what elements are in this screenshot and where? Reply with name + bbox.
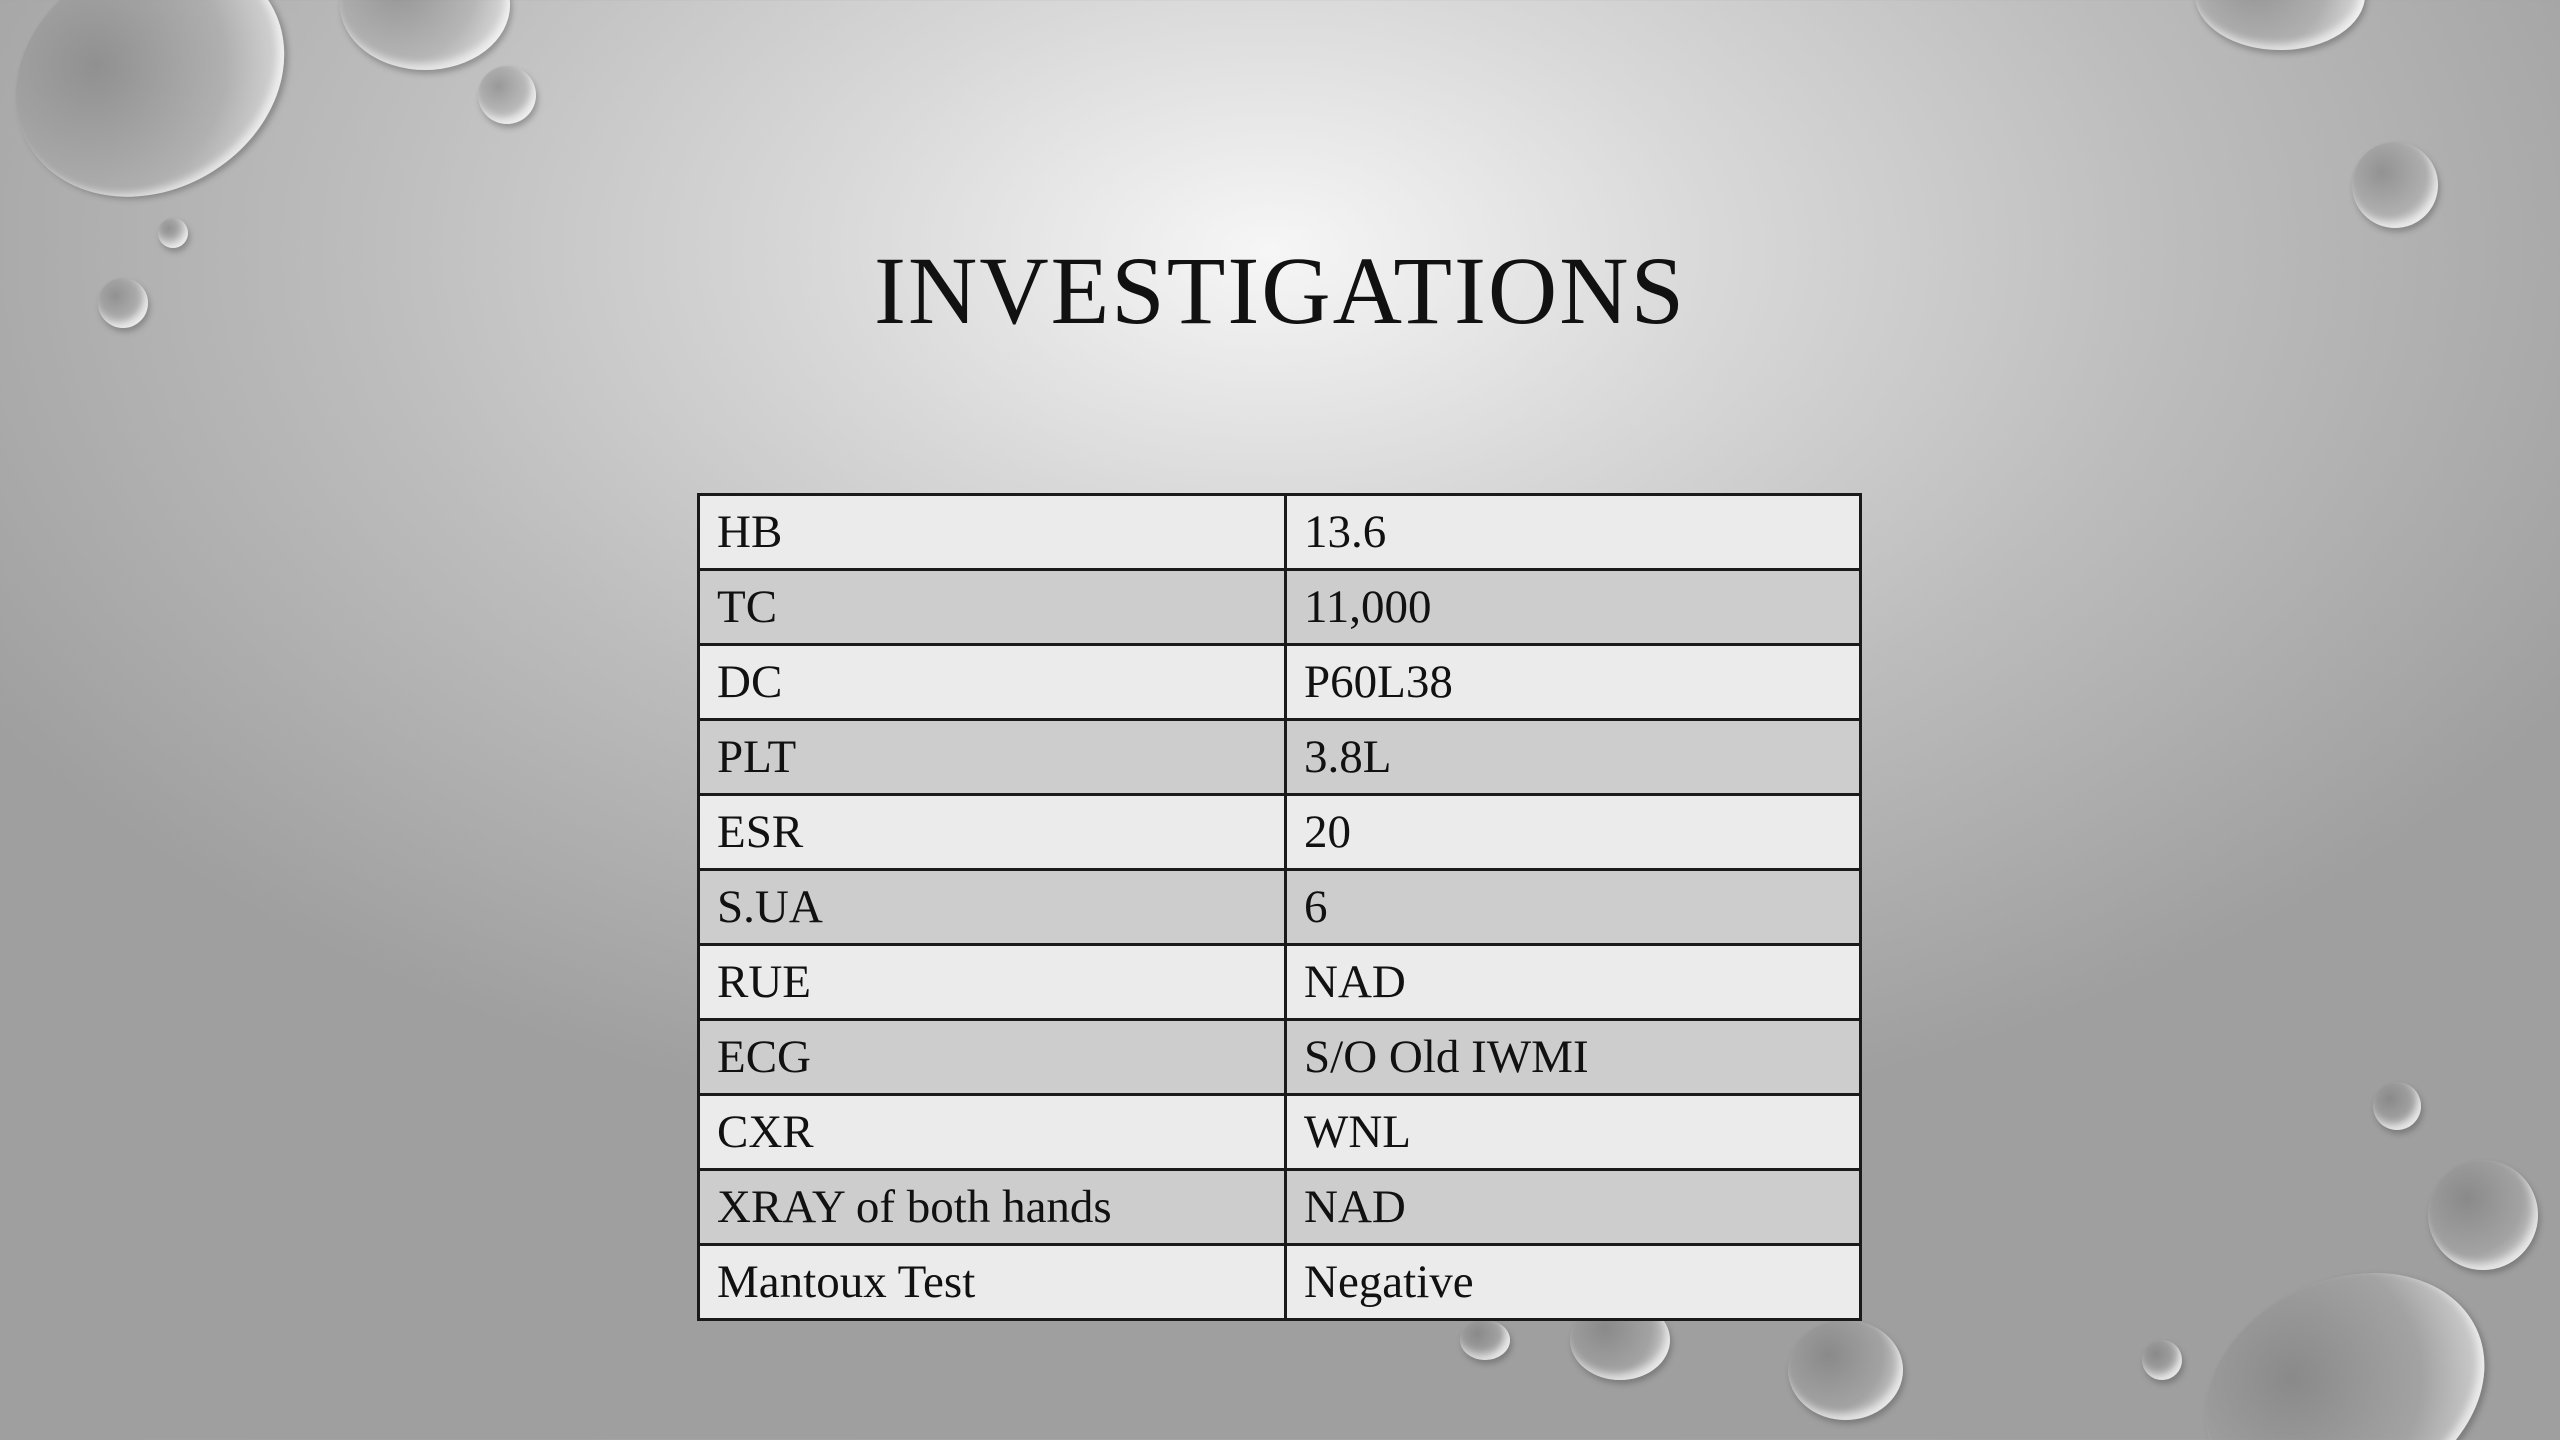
test-result-cell: P60L38	[1286, 645, 1861, 720]
table-row	[699, 870, 1861, 945]
table-row	[699, 795, 1861, 870]
water-droplet-decoration	[2352, 142, 2438, 228]
test-name-cell: S.UA	[699, 870, 1286, 945]
test-name-cell: ECG	[699, 1020, 1286, 1095]
table-row	[699, 1245, 1861, 1320]
water-droplet-decoration	[2142, 1340, 2182, 1380]
test-name-cell: CXR	[699, 1095, 1286, 1170]
table-row	[699, 645, 1861, 720]
water-droplet-decoration	[2195, 0, 2365, 50]
test-name-cell: XRAY of both hands	[699, 1170, 1286, 1245]
water-droplet-decoration	[340, 0, 510, 70]
test-result-cell: NAD	[1286, 1170, 1861, 1245]
investigations-table	[697, 493, 1862, 1321]
test-name-cell: HB	[699, 495, 1286, 570]
water-droplet-decoration	[2428, 1160, 2538, 1270]
test-result-cell: 13.6	[1286, 495, 1861, 570]
test-result-cell: Negative	[1286, 1245, 1861, 1320]
table-row	[699, 945, 1861, 1020]
water-droplet-decoration	[2373, 1082, 2421, 1130]
water-droplet-decoration	[1788, 1320, 1903, 1420]
test-name-cell: RUE	[699, 945, 1286, 1020]
test-result-cell: 3.8L	[1286, 720, 1861, 795]
test-name-cell: PLT	[699, 720, 1286, 795]
water-droplet-decoration	[1460, 1320, 1510, 1360]
table-row	[699, 720, 1861, 795]
water-droplet-decoration	[478, 66, 536, 124]
test-name-cell: TC	[699, 570, 1286, 645]
test-name-cell: Mantoux Test	[699, 1245, 1286, 1320]
table-row	[699, 1170, 1861, 1245]
test-name-cell: DC	[699, 645, 1286, 720]
test-result-cell: S/O Old IWMI	[1286, 1020, 1861, 1095]
water-droplet-decoration	[0, 0, 329, 245]
test-result-cell: 11,000	[1286, 570, 1861, 645]
table-row	[699, 1020, 1861, 1095]
table-row	[699, 570, 1861, 645]
table-row	[699, 495, 1861, 570]
test-result-cell: WNL	[1286, 1095, 1861, 1170]
slide-title: INVESTIGATIONS	[874, 237, 1686, 344]
test-result-cell: 20	[1286, 795, 1861, 870]
test-result-cell: NAD	[1286, 945, 1861, 1020]
test-result-cell: 6	[1286, 870, 1861, 945]
table-row	[699, 1095, 1861, 1170]
test-name-cell: ESR	[699, 795, 1286, 870]
